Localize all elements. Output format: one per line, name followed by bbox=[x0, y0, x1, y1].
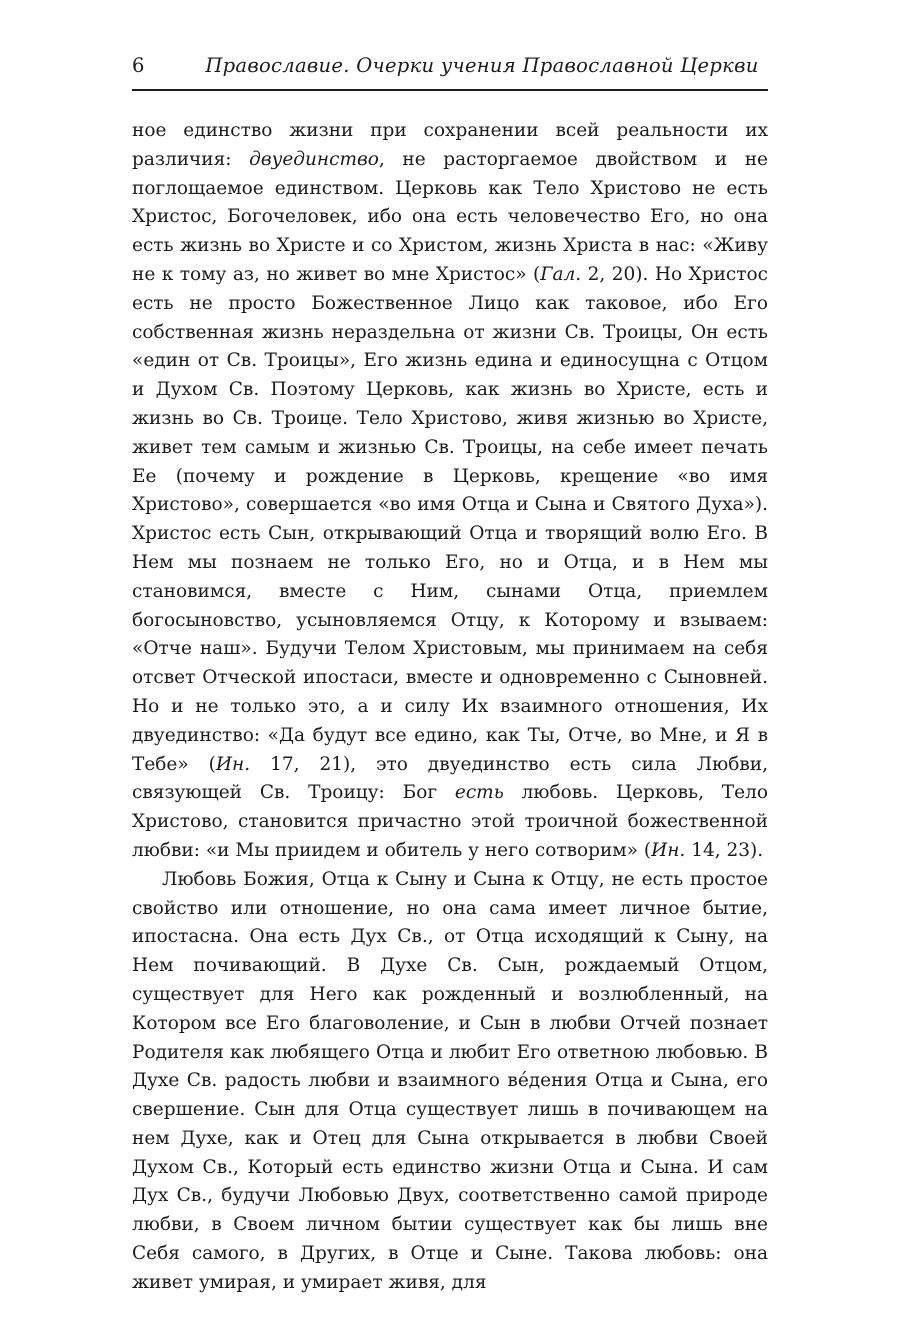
text-run: 17, 21), это двуединство есть сила Любви, связующей Св. Троицу: Бог bbox=[132, 753, 768, 804]
text-run: любовь. Церковь, Тело Христово, становится причастно этой троичной божественной любви: «и Мы приидем и обитель у него сотворим» ( bbox=[132, 782, 768, 861]
text-run-italic: Гал. bbox=[540, 263, 582, 285]
paragraph bbox=[132, 117, 768, 866]
text-run: ное единство жизни при сохранении всей реальности их различия: bbox=[132, 120, 768, 170]
paragraph bbox=[132, 866, 768, 1298]
header-rule bbox=[132, 89, 768, 91]
text-run: , не расторгаемое двойством и не поглощаемое единством. Церковь как Тело Христово не есть Христос, Богочеловек, ибо она есть человечество Его, но она есть жизнь во Христе и со Христом, жизнь Христа в нас: «Живу не к тому аз, но живет во мне Христос» ( bbox=[132, 148, 768, 285]
text-run: 2, 20). Но Христос есть не просто Божественное Лицо как таковое, ибо Его собственная жизнь нераздельна от жизни Св. Троицы, Он есть «един от Св. Троицы», Его жизнь едина и единосущна с Отцом и Духом Св. Поэтому Церковь, как жизнь во Христе, есть и жизнь во Св. Троице. Тело Христово, живя жизнью во Христе, живет тем самым и жизнью Св. Троицы, на себе имеет печать Ее (почему и рождение в Церковь, крещение «во имя Христово», совершается «во имя Отца и Сына и Святого Духа»). Христос есть Сын, открывающий Отца и творящий волю Его. В Нем мы познаем не только Его, но и Отца, и в Нем мы становимся, вместе с Ним, сынами Отца, приемлем богосыновство, усыновляемся Отцу, к Которому и взываем: «Отче наш». Будучи Телом Христовым, мы принимаем на себя отсвет Отческой ипостаси, вместе и одновременно с Сыновней. Но и не только это, а и силу Их взаимного отношения, Их двуединство: «Да будут все едино, как Ты, Отче, во Мне, и Я в Тебе» ( bbox=[132, 263, 768, 775]
text-body bbox=[132, 117, 768, 1298]
text-run-italic: Ин. bbox=[651, 839, 686, 861]
running-title: Православие. Очерки учения Православной Церкви bbox=[205, 54, 759, 77]
text-run-italic: Ин. bbox=[215, 753, 251, 775]
text-run: 14, 23). bbox=[685, 839, 764, 861]
page-header bbox=[132, 54, 768, 91]
text-run-italic: есть bbox=[454, 782, 504, 804]
text-run: Любовь Божия, Отца к Сыну и Сына к Отцу, не есть простое свойство или отношение, но она сама имеет личное бытие, ипостасна. Она есть Дух Св., от Отца исходящий к Сыну, на Нем почивающий. В Духе Св. Сын, рождаемый Отцом, существует для Него как рожденный и возлюбленный, на Котором все Его благоволение, и Сын в любви Отчей познает Родителя как любящего Отца и любит Его ответною любовью. В Духе Св. радость любви и взаимного ве́дения Отца и Сына, его свершение. Сын для Отца существует лишь в почивающем на нем Духе, как и Отец для Сына открывается в любви Своей Духом Св., Который есть единство жизни Отца и Сына. И сам Дух Св., будучи Любовью Двух, соответственно самой природе любви, в Своем личном бытии существует как бы лишь вне Себя самого, в Других, в Отце и Сыне. Такова любовь: она живет умирая, и умирает живя, для bbox=[132, 868, 768, 1293]
page-number: 6 bbox=[132, 54, 145, 77]
running-head-row bbox=[132, 54, 768, 77]
text-run-italic: двуединство bbox=[249, 148, 379, 170]
